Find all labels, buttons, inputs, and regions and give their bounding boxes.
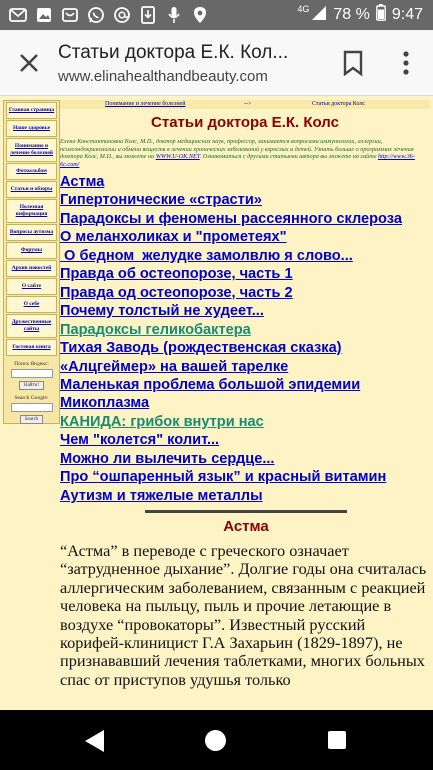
close-icon[interactable] xyxy=(14,48,44,78)
location-icon xyxy=(190,5,210,25)
article-link-epidemic[interactable]: Маленькая проблема большой эпидемии xyxy=(60,376,361,393)
intro-link-u-ok[interactable]: WWW.U-OK.NET xyxy=(155,153,200,161)
whatsapp-icon xyxy=(86,5,106,25)
article-link-colitis[interactable]: Чем "колется" колит... xyxy=(60,432,220,449)
yandex-search xyxy=(6,361,57,390)
article-links xyxy=(60,173,432,505)
image-icon xyxy=(34,5,54,25)
sidebar-item-articles[interactable]: Статьи и обзоры xyxy=(6,181,57,198)
web-page xyxy=(0,96,433,710)
yandex-search-label: Поиск Яндекс: xyxy=(14,361,49,367)
google-search xyxy=(6,395,57,424)
status-right xyxy=(297,4,423,26)
network-type: 4G xyxy=(297,4,310,14)
article-title: Статьи доктора Е.К. Колс xyxy=(151,114,339,131)
browser-toolbar xyxy=(0,30,433,96)
email-at-icon xyxy=(112,5,132,25)
breadcrumb-parent[interactable]: Понимание и лечение болезней xyxy=(105,101,186,107)
page-title: Статьи доктора Е.К. Кол... xyxy=(58,42,289,63)
section-divider xyxy=(145,510,347,513)
sidebar-item-about-me[interactable]: О себе xyxy=(6,296,57,313)
sidebar xyxy=(3,100,60,424)
article-link-red-vitamin[interactable]: Про “ошпаренный язык” и красный витамин xyxy=(60,469,387,486)
breadcrumb-arrow: --> xyxy=(244,101,252,107)
intro-link-36-6c[interactable]: http://www.36-6c.com/ xyxy=(60,153,415,168)
article-link-melancholics[interactable]: О меланхоликах и "прометеях" xyxy=(60,229,287,246)
sidebar-item-friendly-sites[interactable]: Дружественные сайты xyxy=(6,314,57,338)
article-link-multiple-sclerosis[interactable]: Парадоксы и феномены рассеянного склероза xyxy=(60,210,402,227)
intro-text-mid: . Ознакомиться с другими статьями автора вы можете на сайте xyxy=(199,153,378,161)
sidebar-item-news-archive[interactable]: Архив новостей xyxy=(6,260,57,277)
status-bar xyxy=(0,0,433,30)
notification-icons xyxy=(8,5,210,25)
article-link-heart[interactable]: Можно ли вылечить сердце... xyxy=(60,450,275,467)
article-link-alzheimer[interactable]: «Алцгеймер» на вашей тарелке xyxy=(60,358,289,375)
author-intro xyxy=(60,138,430,168)
more-options-icon[interactable] xyxy=(396,48,416,78)
download-icon xyxy=(138,5,158,25)
intro-text: Елена Константиновна Колс, M.D., доктор медицинских наук, профессор, занимается вопросами иммунологии, аллергии, психоэндокринологии и обмена веществ в лечении хронических заболеваний у взрослых и детей. Узнать больше о программах лечения доктора Колс, M.D., вы можете на xyxy=(60,138,414,161)
google-search-button[interactable]: Search xyxy=(20,415,44,424)
sidebar-item-guestbook[interactable]: Гостевая книга xyxy=(6,339,57,356)
sidebar-item-home[interactable]: Главная страница xyxy=(6,102,57,119)
sidebar-item-forums[interactable]: Форумы xyxy=(6,242,57,259)
google-search-input[interactable] xyxy=(11,403,53,412)
home-icon[interactable] xyxy=(205,730,226,751)
article-link-autism-metals[interactable]: Аутизм и тяжелые металлы xyxy=(60,487,263,504)
gmail-icon xyxy=(8,5,28,25)
recent-apps-icon[interactable] xyxy=(328,731,346,749)
microphone-icon xyxy=(164,5,184,25)
article-link-stomach[interactable]: О бедном желудке замолвлю я слово... xyxy=(60,247,353,264)
sidebar-item-useful-info[interactable]: Полезная информация xyxy=(6,199,57,223)
yandex-search-input[interactable] xyxy=(11,369,53,378)
back-icon[interactable] xyxy=(84,729,106,758)
clock: 9:47 xyxy=(391,6,423,23)
page-url[interactable]: www.elinahealthandbeauty.com xyxy=(58,68,268,85)
sidebar-item-autism[interactable]: Вопросы аутизма xyxy=(6,224,57,241)
google-search-label: Search Google: xyxy=(14,395,49,401)
battery-icon xyxy=(376,4,386,26)
sidebar-item-diseases[interactable]: Понимание и лечение болезней xyxy=(6,138,57,162)
breadcrumb xyxy=(60,100,430,109)
yandex-search-button[interactable]: Найти! xyxy=(19,381,44,390)
article-link-weight-loss[interactable]: Почему толстый не худеет... xyxy=(60,303,264,320)
article-link-mycoplasma[interactable]: Микоплазма xyxy=(60,395,150,412)
battery-percent: 78 % xyxy=(333,6,370,23)
article-link-candida[interactable]: КАНИДА: грибок внутри нас xyxy=(60,413,264,430)
sidebar-item-our-health[interactable]: Наше здоровье xyxy=(6,120,57,137)
gallery-icon xyxy=(60,5,80,25)
article-link-hypertension[interactable]: Гипертонические «страсти» xyxy=(60,192,262,209)
article-link-asthma[interactable]: Астма xyxy=(60,174,105,190)
article-link-osteoporosis-1[interactable]: Правда об остеопорозе, часть 1 xyxy=(60,266,293,283)
signal-icon xyxy=(311,5,327,26)
article-link-christmas-tale[interactable]: Тихая Заводь (рождественская сказка) xyxy=(60,340,342,357)
bookmark-icon[interactable] xyxy=(342,50,364,76)
article-link-osteoporosis-2[interactable]: Правда од остеопорозе, часть 2 xyxy=(60,284,293,301)
system-nav-bar xyxy=(0,710,433,770)
sidebar-item-about-site[interactable]: О сайте xyxy=(6,278,57,295)
article-link-helicobacter[interactable]: Парадоксы геликобактера xyxy=(60,321,251,338)
breadcrumb-current: Статьи доктора Колс xyxy=(312,101,366,107)
section-title: Астма xyxy=(223,518,269,535)
article-body: “Астма” в переводе с греческого означает “затрудненное дыхание”. Долгие годы она считалась аллергическим заболеванием, связанным с реакцией человека на пыльцу, пыль и прочие летающие в воздухе “провокаторы”. Известный русский корифей-клиницист Г.А Захарьин (1829-1897), не признававший лечения таблетками, многих больных спас от приступов удушья только xyxy=(60,541,427,689)
sidebar-item-photo-album[interactable]: Фотоальбом xyxy=(6,163,57,180)
